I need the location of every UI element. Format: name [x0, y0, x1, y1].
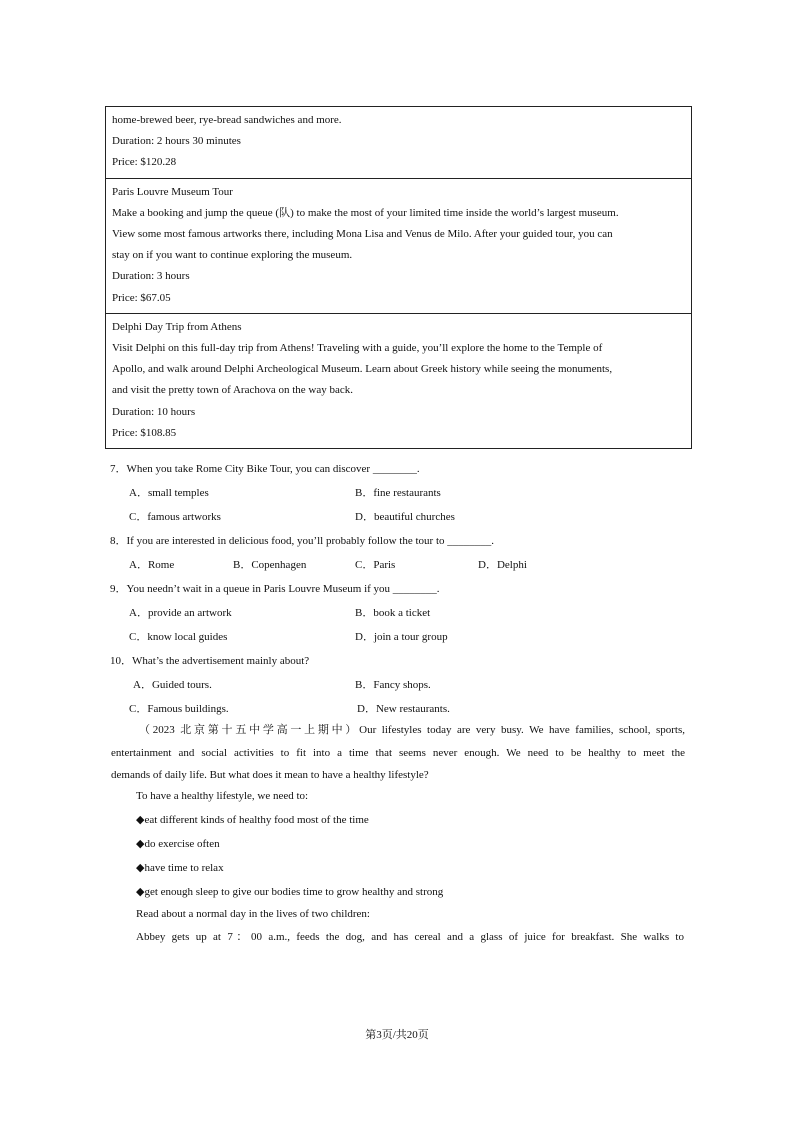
question-7-option-a: A．small temples: [129, 487, 209, 499]
passage-line: Abbey gets up at 7：00 a.m., feeds the dog, and has cereal and a glass of juice for breakfast. She walks to: [136, 931, 684, 943]
page-footer: 第3页/共20页: [365, 1029, 429, 1041]
tour-text-line: and visit the pretty town of Arachova on the way back.: [112, 384, 354, 397]
question-9-option-d: D．join a tour group: [355, 631, 448, 643]
tour-duration: Duration: 2 hours 30 minutes: [112, 135, 241, 148]
read-line: Read about a normal day in the lives of two children:: [136, 908, 370, 920]
tour-text-line: View some most famous artworks there, including Mona Lisa and Venus de Milo. After your guided tour, you can: [112, 228, 613, 241]
question-9-option-c: C．know local guides: [129, 631, 228, 643]
bullet-item: ◆do exercise often: [136, 838, 220, 850]
tour-text-line: Apollo, and walk around Delphi Archeological Museum. Learn about Greek history while seeing the monuments,: [112, 363, 613, 376]
passage-intro: [111, 719, 685, 787]
tour-duration: Duration: 3 hours: [112, 270, 190, 283]
bullet-item: ◆eat different kinds of healthy food most of the time: [136, 814, 369, 826]
question-8-option-b: B．Copenhagen: [233, 559, 307, 571]
tour-duration: Duration: 10 hours: [112, 405, 196, 418]
tour-table: [105, 106, 692, 449]
question-7-option-d: D．beautiful churches: [355, 511, 455, 523]
question-8-option-d: D．Delphi: [478, 559, 527, 571]
tour-cell-delphi: [106, 313, 691, 448]
question-10-option-b: B．Fancy shops.: [355, 679, 431, 691]
tour-text-line: Make a booking and jump the queue (队) to make the most of your limited time inside the world’s largest museum.: [112, 206, 619, 219]
question-7-stem: 7．When you take Rome City Bike Tour, you can discover ________.: [110, 463, 420, 475]
passage-line: demands of daily life. But what does it mean to have a healthy lifestyle?: [111, 769, 429, 781]
question-9-stem: 9．You needn’t wait in a queue in Paris Louvre Museum if you ________.: [110, 583, 440, 595]
list-intro: To have a healthy lifestyle, we need to:: [136, 790, 309, 802]
tour-text-line: stay on if you want to continue exploring the museum.: [112, 249, 353, 262]
question-7-option-b: B．fine restaurants: [355, 487, 441, 499]
question-7-option-c: C．famous artworks: [129, 511, 221, 523]
question-8-option-a: A．Rome: [129, 559, 175, 571]
tour-cell-copenhagen: [106, 107, 691, 178]
tour-price: Price: $120.28: [112, 156, 177, 169]
tour-text-line: home-brewed beer, rye-bread sandwiches and more.: [112, 114, 342, 126]
tour-title: Delphi Day Trip from Athens: [112, 320, 242, 333]
bullet-item: ◆have time to relax: [136, 862, 224, 874]
tour-price: Price: $67.05: [112, 291, 171, 304]
tour-price: Price: $108.85: [112, 426, 177, 439]
question-10-stem: 10．What’s the advertisement mainly about?: [110, 655, 310, 667]
question-8-option-c: C．Paris: [355, 559, 396, 571]
question-10-option-d: D．New restaurants.: [357, 703, 450, 715]
bullet-item: ◆get enough sleep to give our bodies time to grow healthy and strong: [136, 886, 444, 898]
abbey-paragraph: [136, 926, 684, 949]
tour-text-line: Visit Delphi on this full-day trip from Athens! Traveling with a guide, you’ll explore the home to the Temple of: [112, 342, 603, 355]
question-9-option-a: A．provide an artwork: [129, 607, 232, 619]
question-8-stem: 8．If you are interested in delicious food, you’ll probably follow the tour to ________.: [110, 535, 495, 547]
question-10-option-a: A．Guided tours.: [133, 679, 212, 691]
tour-title: Paris Louvre Museum Tour: [112, 185, 233, 198]
question-9-option-b: B．book a ticket: [355, 607, 431, 619]
question-10-option-c: C．Famous buildings.: [129, 703, 229, 715]
tour-cell-louvre: [106, 178, 691, 313]
passage-line: （2023 北京第十五中学高一上期中）Our lifestyles today are very busy. We have families, school, sports,: [139, 724, 685, 736]
passage-line: entertainment and social activities to fit into a time that seems never enough. We need to be healthy to meet the: [111, 746, 685, 759]
